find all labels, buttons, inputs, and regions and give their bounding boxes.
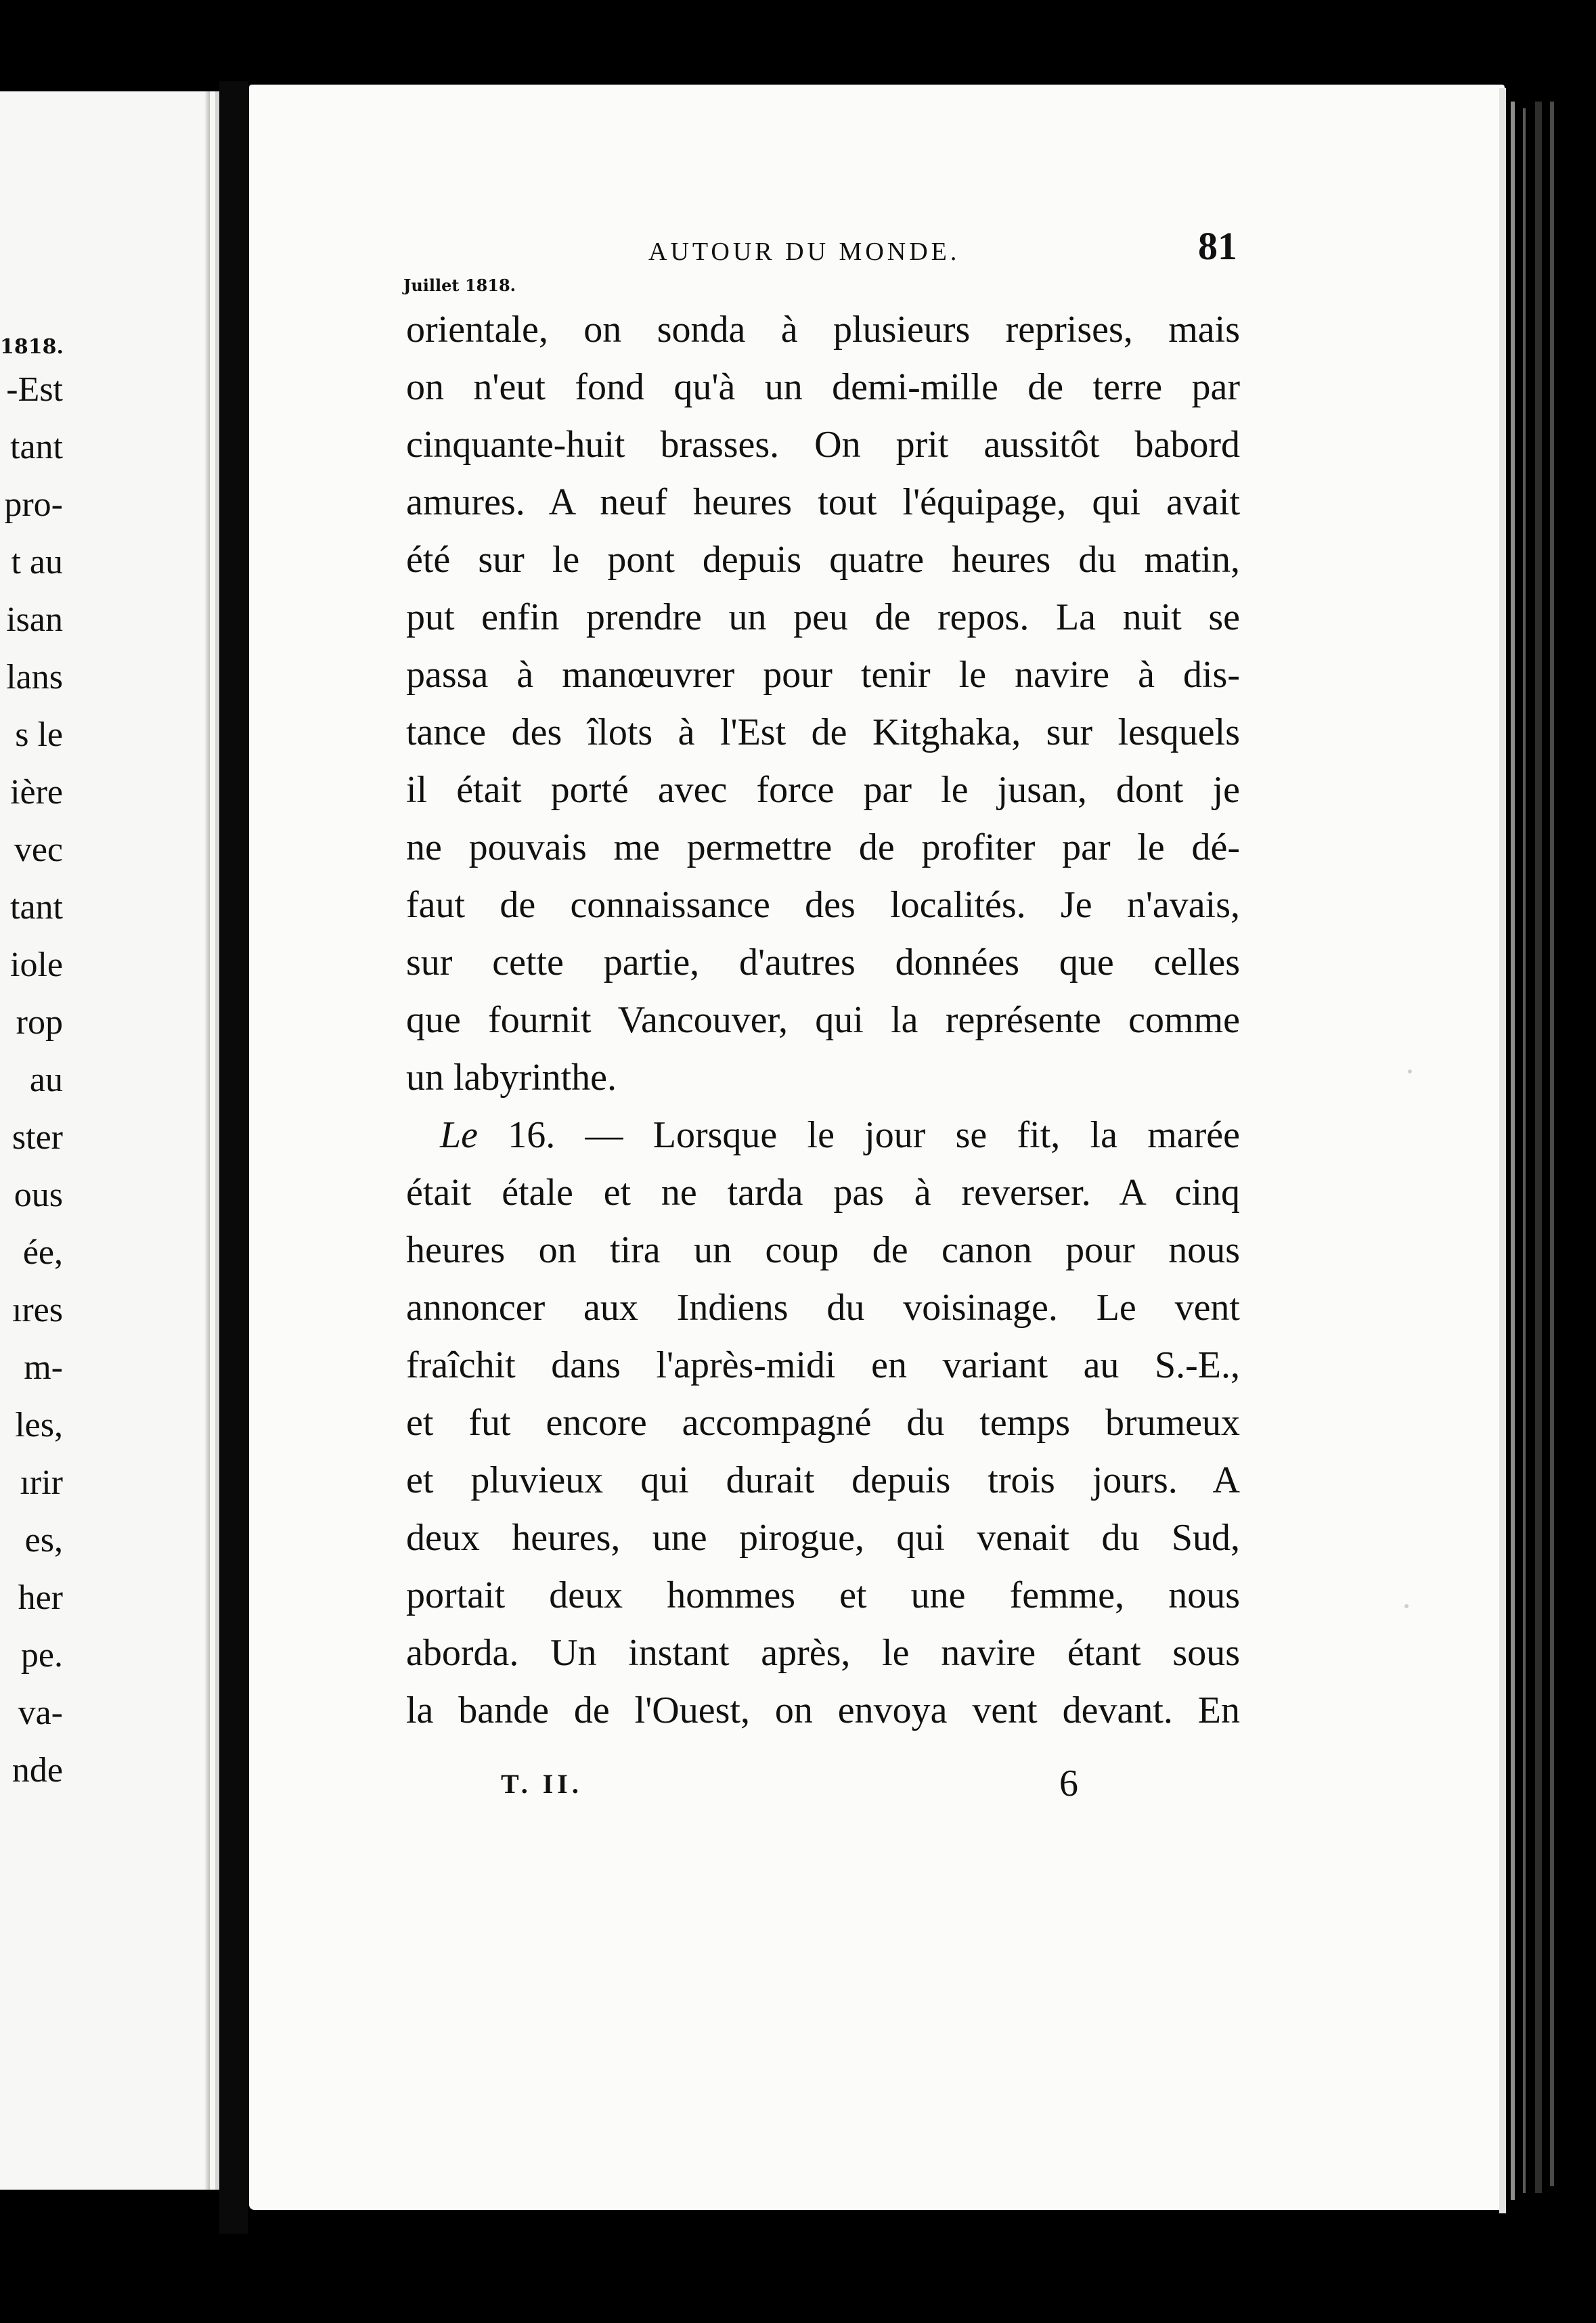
previous-page-line: tant [10, 428, 63, 466]
text-line: deux heures, une pirogue, qui venait du Sud, [406, 1517, 1240, 1559]
previous-page-line: vec [14, 831, 63, 869]
previous-page-line: ière [10, 773, 63, 812]
text-line: était étale et ne tarda pas à reverser. A cinq [406, 1172, 1240, 1214]
text-line: tance des îlots à l'Est de Kitghaka, sur lesquels [406, 711, 1240, 753]
previous-page-line: va- [18, 1694, 63, 1732]
text-line: et pluvieux qui durait depuis trois jours. A [406, 1459, 1240, 1501]
text-line: on n'eut fond qu'à un demi-mille de terre par [406, 366, 1240, 408]
previous-page-line: pe. [20, 1636, 63, 1675]
text-line: portait deux hommes et une femme, nous [406, 1574, 1240, 1616]
page-edge [1499, 88, 1506, 2213]
text-line: un labyrinthe. [406, 1057, 617, 1099]
previous-page-line: ırir [20, 1463, 63, 1502]
previous-page-line: -Est [6, 370, 63, 409]
text-line: que fournit Vancouver, qui la représente comme [406, 999, 1240, 1041]
previous-page-line: ıres [12, 1291, 63, 1329]
previous-page-line: lans [6, 658, 63, 696]
margin-date-note: Juillet 1818. [403, 275, 516, 295]
page-edge [1550, 102, 1554, 2186]
page-edge [1511, 102, 1515, 2200]
previous-page-line: ous [14, 1176, 63, 1214]
previous-page-line: ster [12, 1118, 63, 1157]
text-line: orientale, on sonda à plusieurs reprises, mais [406, 309, 1240, 351]
previous-page-line: s le [15, 715, 63, 754]
page-number: 81 [1198, 224, 1237, 268]
previous-page-line: rop [16, 1003, 63, 1042]
body-text [406, 301, 1240, 1740]
text-line: heures on tira un coup de canon pour nous [406, 1229, 1240, 1271]
previous-page-line: iole [10, 946, 63, 984]
text-line: cinquante-huit brasses. On prit aussitôt babord [406, 424, 1240, 466]
previous-page-line: pro- [4, 485, 63, 524]
text-line: la bande de l'Ouest, on envoya vent devant. En [406, 1689, 1240, 1731]
text-line: il était porté avec force par le jusan, dont je [406, 769, 1240, 811]
signature-number: 6 [1059, 1763, 1078, 1805]
text-line: put enfin prendre un peu de repos. La nuit se [406, 596, 1240, 638]
running-head: AUTOUR DU MONDE. [648, 238, 960, 266]
paragraph-opening-line [406, 1107, 1240, 1164]
previous-page-line: m- [24, 1348, 63, 1387]
previous-page-line: tant [10, 888, 63, 927]
previous-page-line: les, [15, 1406, 63, 1444]
signature-mark: T. II. [501, 1769, 583, 1799]
previous-page-line: nde [12, 1751, 63, 1790]
paper-speck [1404, 1604, 1409, 1608]
book-gutter [219, 81, 248, 2234]
previous-page-fragment [0, 91, 219, 2190]
text-line: amures. A neuf heures tout l'équipage, qui avait [406, 481, 1240, 523]
date-label: Le [440, 1114, 478, 1156]
text-line: ne pouvais me permettre de profiter par le dé- [406, 826, 1240, 868]
previous-page-margin-year: 1818. [0, 335, 64, 359]
text-line: aborda. Un instant après, le navire étant sous [406, 1632, 1240, 1674]
paper-speck [1408, 1069, 1412, 1074]
previous-page-line: her [18, 1578, 63, 1617]
text-line: annoncer aux Indiens du voisinage. Le vent [406, 1287, 1240, 1329]
date-line-text: 16. — Lorsque le jour se fit, la marée [478, 1114, 1240, 1156]
previous-page-line: au [29, 1061, 63, 1099]
page-edge [1535, 102, 1542, 2193]
text-line: et fut encore accompagné du temps brumeux [406, 1402, 1240, 1444]
text-line: faut de connaissance des localités. Je n'avais, [406, 884, 1240, 926]
previous-page-line: es, [24, 1521, 63, 1559]
page-fold-shadow [204, 91, 210, 2190]
previous-page-line: t au [11, 543, 63, 581]
text-line: fraîchit dans l'après-midi en variant au S.-E., [406, 1344, 1240, 1386]
text-line: été sur le pont depuis quatre heures du matin, [406, 539, 1240, 581]
page-edge [1523, 108, 1526, 2193]
previous-page-line: ée, [22, 1233, 63, 1272]
previous-page-line: isan [6, 600, 63, 639]
text-line: sur cette partie, d'autres données que celles [406, 942, 1240, 983]
text-line: passa à manœuvrer pour tenir le navire à dis- [406, 654, 1240, 696]
